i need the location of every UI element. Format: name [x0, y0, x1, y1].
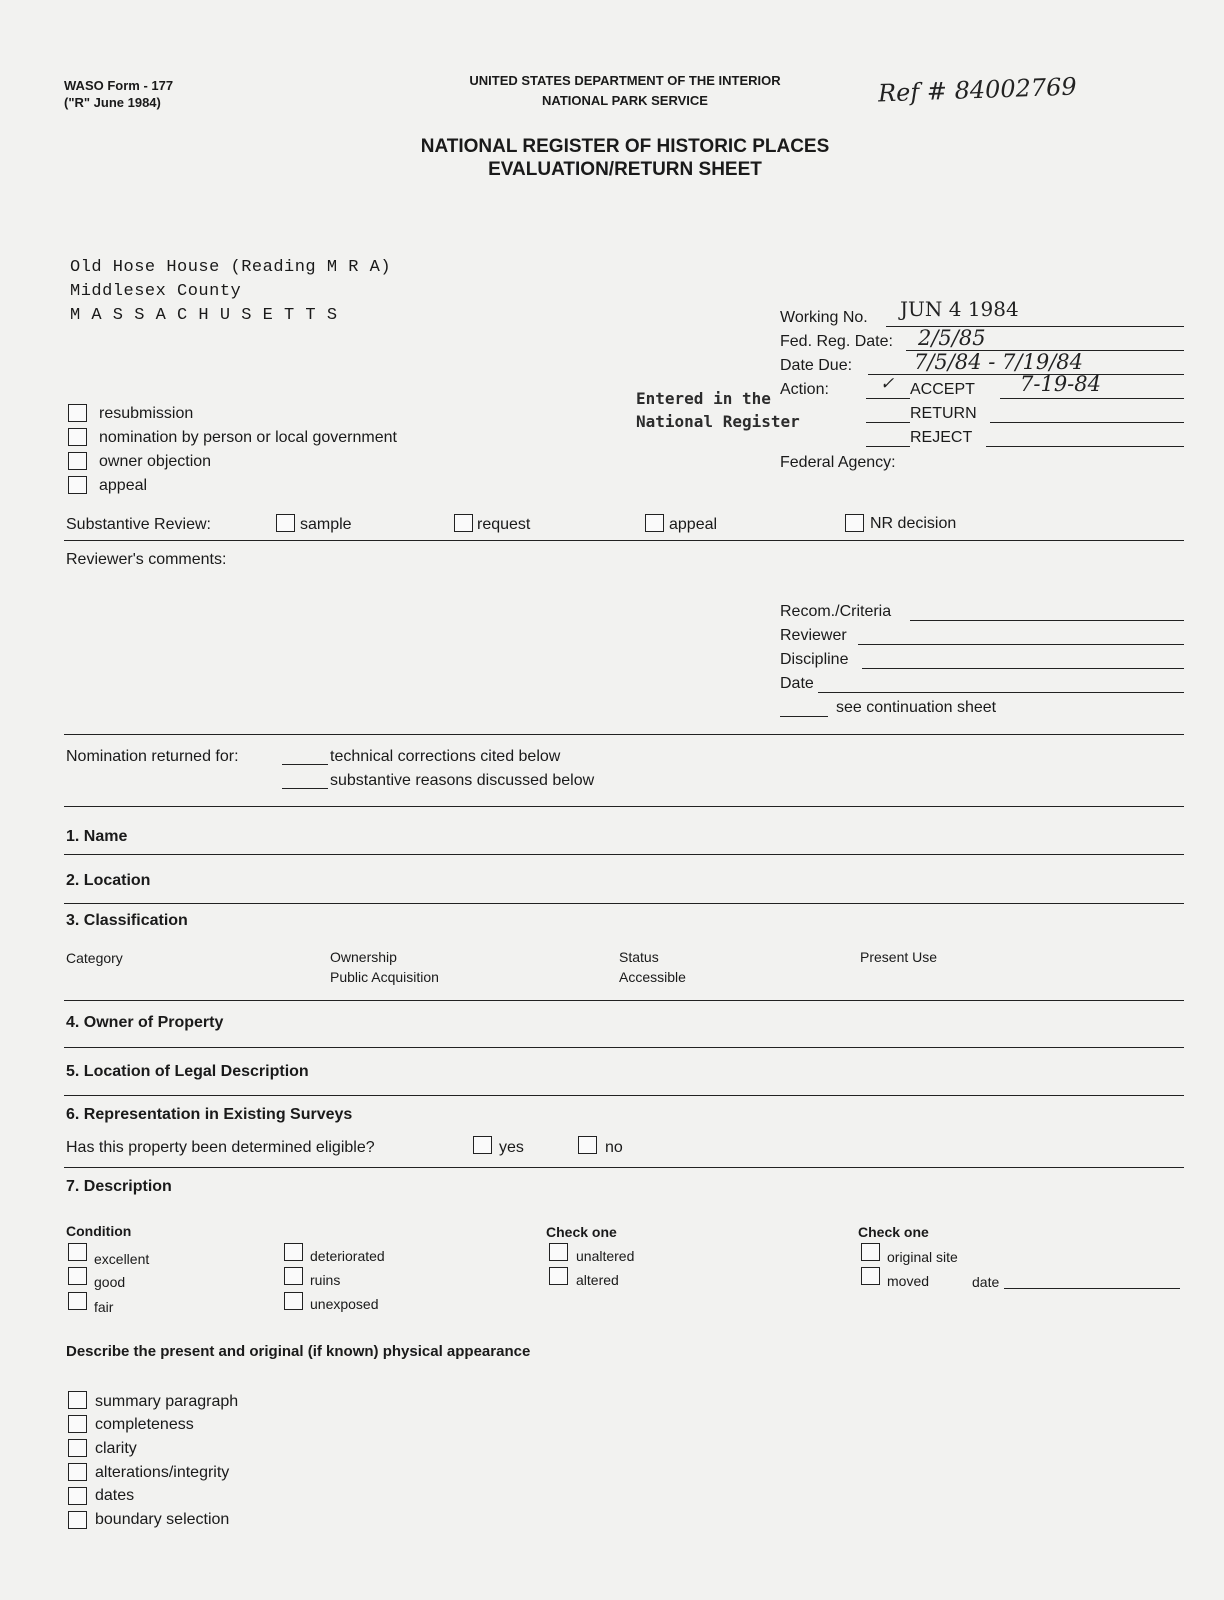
date-label: Date [780, 675, 814, 692]
moved-date-line [1004, 1288, 1180, 1289]
sample-checkbox[interactable] [276, 514, 295, 532]
eligible-no-checkbox[interactable] [578, 1136, 597, 1154]
excellent-checkbox[interactable] [68, 1243, 87, 1261]
return-detail-line [990, 422, 1184, 423]
check-one-label: Check one [546, 1224, 617, 1240]
section-legal-description-heading: 5. Location of Legal Description [66, 1063, 309, 1080]
summary-paragraph-checkbox[interactable] [68, 1391, 87, 1409]
resubmission-checkbox[interactable] [68, 404, 87, 422]
present-use-label: Present Use [860, 949, 938, 965]
recom-criteria-label: Recom./Criteria [780, 603, 892, 620]
moved-date-label: date [972, 1274, 1000, 1290]
unexposed-checkbox[interactable] [284, 1292, 303, 1310]
register-stamp-line1: Entered in the [636, 389, 771, 408]
dates-label: dates [95, 1487, 135, 1504]
accept-check-mark: ✓ [880, 374, 895, 394]
substantive-reasons-label: substantive reasons discussed below [330, 772, 595, 789]
nomination-returned-label: Nomination returned for: [66, 748, 239, 765]
divider [64, 806, 1184, 807]
property-state: M A S S A C H U S E T T S [70, 306, 338, 325]
appearance-heading: Describe the present and original (if known) physical appearance [66, 1343, 531, 1360]
unexposed-label: unexposed [310, 1296, 379, 1312]
completeness-checkbox[interactable] [68, 1415, 87, 1433]
completeness-label: completeness [95, 1416, 194, 1433]
accessible-label: Accessible [619, 969, 686, 985]
request-label: request [477, 516, 531, 533]
section-surveys-heading: 6. Representation in Existing Surveys [66, 1106, 353, 1123]
original-site-checkbox[interactable] [861, 1243, 880, 1261]
divider [64, 854, 1184, 855]
original-site-label: original site [887, 1249, 958, 1265]
appeal-review-label: appeal [669, 516, 718, 533]
return-label: RETURN [910, 405, 977, 422]
section-owner-heading: 4. Owner of Property [66, 1014, 224, 1031]
reject-line [866, 446, 910, 447]
request-checkbox[interactable] [454, 514, 473, 532]
appeal-option-label: appeal [99, 477, 148, 494]
register-stamp-line2: National Register [636, 412, 800, 431]
accept-date-value: 7-19-84 [1020, 372, 1101, 396]
discipline-line [862, 668, 1184, 669]
continuation-label: see continuation sheet [836, 699, 997, 716]
action-label: Action: [780, 381, 829, 398]
recom-criteria-line [910, 620, 1184, 621]
alterations-integrity-label: alterations/integrity [95, 1464, 230, 1481]
divider [64, 1095, 1184, 1096]
form-title-line1: NATIONAL REGISTER OF HISTORIC PLACES [420, 136, 830, 157]
alterations-integrity-checkbox[interactable] [68, 1463, 87, 1481]
substantive-review-label: Substantive Review: [66, 516, 211, 533]
ownership-label: Ownership [330, 949, 397, 965]
substantive-reasons-line [282, 788, 328, 789]
sample-label: sample [300, 516, 352, 533]
resubmission-label: resubmission [99, 405, 194, 422]
reject-detail-line [986, 446, 1184, 447]
divider [64, 734, 1184, 735]
eligible-question: Has this property been determined eligible? [66, 1139, 375, 1156]
eligible-yes-checkbox[interactable] [473, 1136, 492, 1154]
divider [64, 1047, 1184, 1048]
altered-label: altered [576, 1272, 619, 1288]
working-no-value: JUN 4 1984 [900, 297, 1019, 321]
form-date: ("R" June 1984) [64, 95, 161, 110]
good-checkbox[interactable] [68, 1267, 87, 1285]
reviewers-comments-label: Reviewer's comments: [66, 551, 227, 568]
nr-decision-label: NR decision [870, 515, 957, 532]
summary-paragraph-label: summary paragraph [95, 1393, 239, 1410]
status-label: Status [619, 949, 659, 965]
accept-line [866, 398, 910, 399]
section-description-heading: 7. Description [66, 1178, 172, 1195]
divider [64, 540, 1184, 541]
return-line [866, 422, 910, 423]
date-due-value: 7/5/84 - 7/19/84 [914, 350, 1083, 374]
technical-corrections-label: technical corrections cited below [330, 748, 561, 765]
fair-label: fair [94, 1299, 114, 1315]
continuation-line [780, 716, 828, 717]
nr-decision-checkbox[interactable] [845, 514, 864, 532]
technical-corrections-line [282, 764, 328, 765]
excellent-label: excellent [94, 1251, 150, 1267]
fed-reg-date-label: Fed. Reg. Date: [780, 333, 893, 350]
property-county: Middlesex County [70, 282, 242, 301]
check-one-label: Check one [858, 1224, 929, 1240]
ruins-label: ruins [310, 1272, 341, 1288]
altered-checkbox[interactable] [549, 1267, 568, 1285]
reject-label: REJECT [910, 429, 973, 446]
reviewer-line [858, 644, 1184, 645]
reviewer-label: Reviewer [780, 627, 847, 644]
condition-label: Condition [66, 1223, 132, 1239]
clarity-checkbox[interactable] [68, 1439, 87, 1457]
form-id: WASO Form - 177 [64, 78, 174, 93]
eligible-no-label: no [605, 1139, 623, 1156]
section-location-heading: 2. Location [66, 872, 151, 889]
boundary-selection-checkbox[interactable] [68, 1511, 87, 1529]
local-government-label: nomination by person or local government [99, 429, 397, 446]
date-line [818, 692, 1184, 693]
fed-reg-date-value: 2/5/85 [918, 326, 986, 350]
divider [64, 903, 1184, 904]
accept-date-line [1000, 398, 1184, 399]
divider [64, 1000, 1184, 1001]
deteriorated-label: deteriorated [310, 1248, 385, 1264]
divider [64, 1167, 1184, 1168]
appeal-review-checkbox[interactable] [645, 514, 664, 532]
fair-checkbox[interactable] [68, 1292, 87, 1310]
eligible-yes-label: yes [499, 1139, 524, 1156]
public-acquisition-label: Public Acquisition [330, 969, 439, 985]
dates-checkbox[interactable] [68, 1487, 87, 1505]
owner-objection-label: owner objection [99, 453, 212, 470]
working-no-label: Working No. [780, 309, 868, 326]
department-name: UNITED STATES DEPARTMENT OF THE INTERIOR [469, 73, 781, 88]
form-title-line2: EVALUATION/RETURN SHEET [488, 159, 762, 180]
moved-checkbox[interactable] [861, 1267, 880, 1285]
section-classification-heading: 3. Classification [66, 912, 188, 929]
clarity-label: clarity [95, 1440, 137, 1457]
appeal-option-checkbox[interactable] [68, 476, 87, 494]
owner-objection-checkbox[interactable] [68, 452, 87, 470]
discipline-label: Discipline [780, 651, 849, 668]
ruins-checkbox[interactable] [284, 1267, 303, 1285]
property-name: Old Hose House (Reading M R A) [70, 258, 392, 277]
unaltered-checkbox[interactable] [549, 1243, 568, 1261]
unaltered-label: unaltered [576, 1248, 635, 1264]
reference-number: Ref # 84002769 [877, 72, 1078, 108]
local-government-checkbox[interactable] [68, 428, 87, 446]
service-name: NATIONAL PARK SERVICE [542, 93, 708, 108]
good-label: good [94, 1274, 126, 1290]
category-label: Category [66, 950, 123, 966]
section-name-heading: 1. Name [66, 828, 128, 845]
boundary-selection-label: boundary selection [95, 1511, 230, 1528]
deteriorated-checkbox[interactable] [284, 1243, 303, 1261]
federal-agency-label: Federal Agency: [780, 454, 896, 471]
date-due-label: Date Due: [780, 357, 853, 374]
accept-label: ACCEPT [910, 381, 975, 398]
moved-label: moved [887, 1273, 930, 1289]
